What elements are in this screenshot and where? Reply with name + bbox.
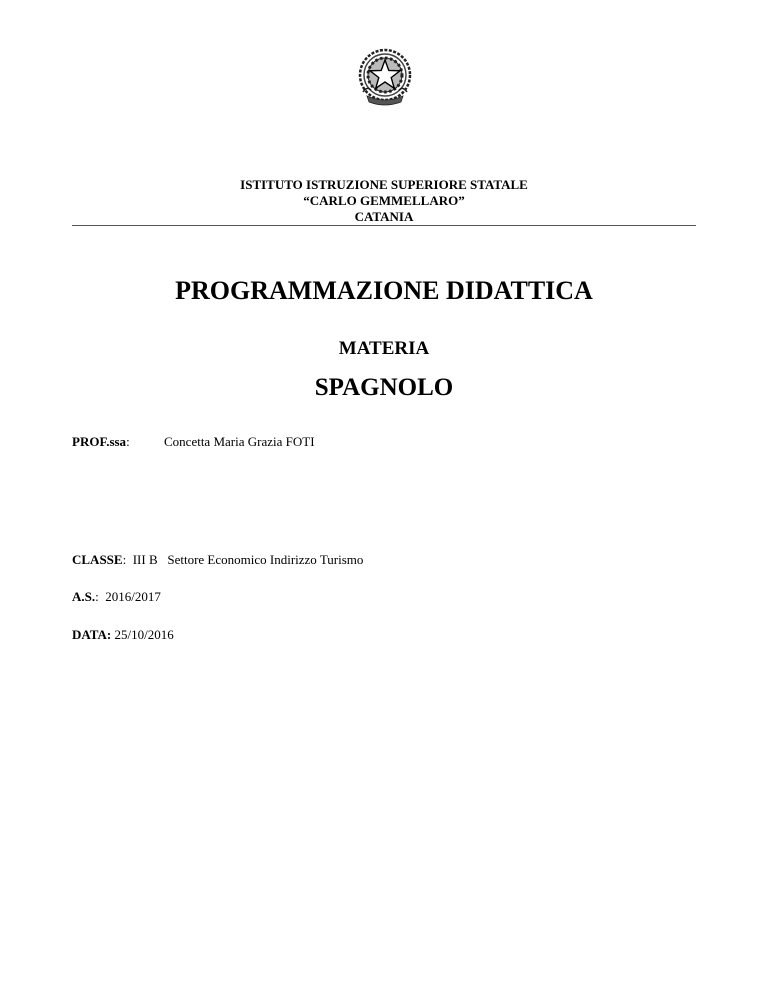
school-year-value: 2016/2017 (105, 589, 161, 604)
subject-name: SPAGNOLO (314, 374, 454, 401)
class-field: CLASSE: III B Settore Economico Indirizzo Turismo (72, 552, 364, 567)
school-year-label: A.S. (72, 589, 96, 604)
date-field (72, 627, 174, 643)
italian-republic-emblem-icon (357, 46, 413, 108)
school-name-line: ISTITUTO ISTRUZIONE SUPERIORE STATALE (240, 177, 528, 192)
subject-label: MATERIA (338, 338, 430, 359)
document-title: PROGRAMMAZIONE DIDATTICA (175, 276, 593, 305)
class-label: CLASSE (72, 552, 123, 567)
class-value: III B Settore Economico Indirizzo Turismo (132, 552, 364, 567)
professor-field: PROF.ssa: (72, 434, 130, 449)
school-city: CATANIA (354, 209, 414, 224)
header-divider (72, 225, 696, 226)
date-label: DATA: (72, 627, 112, 642)
school-year-field: A.S.: 2016/2017 (72, 589, 161, 604)
professor-name: Concetta Maria Grazia FOTI (164, 434, 315, 449)
professor-label: PROF.ssa (72, 434, 127, 449)
school-name-quoted: “CARLO GEMMELLARO” (303, 193, 465, 208)
date-value: 25/10/2016 (114, 627, 174, 642)
